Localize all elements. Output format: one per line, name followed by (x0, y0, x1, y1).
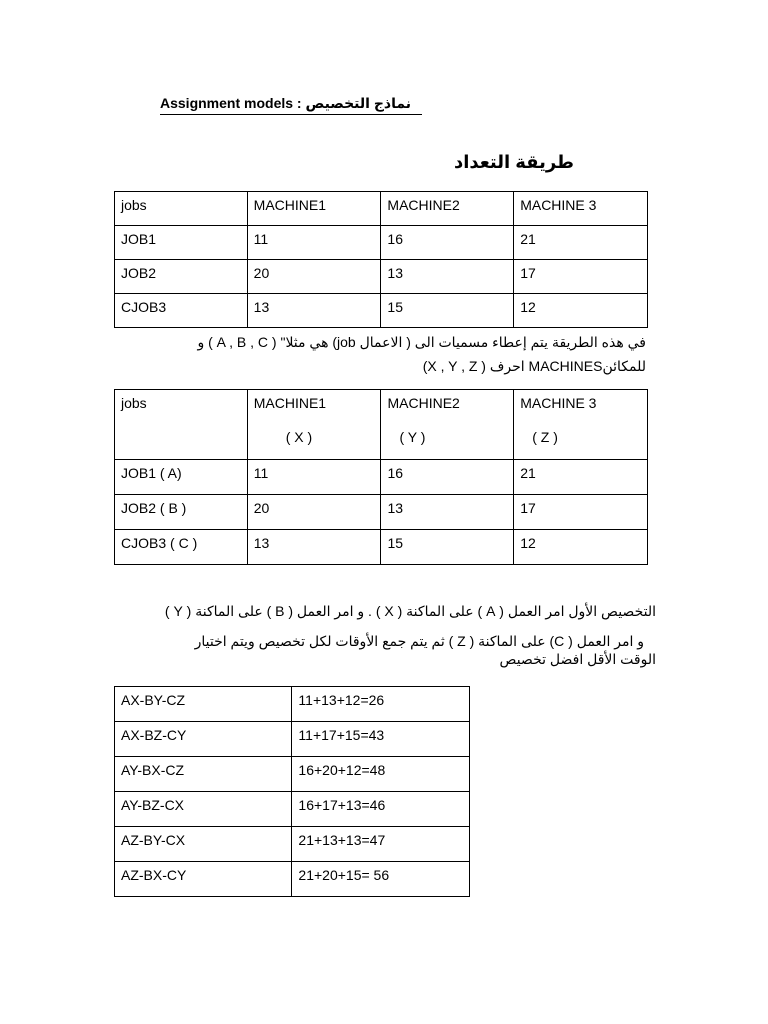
table-row (115, 792, 470, 827)
table-header-cell: MACHINE 3 ( Z ) (514, 390, 648, 460)
table-cell: 20 (247, 260, 381, 294)
table-header-cell: jobs (115, 390, 248, 460)
assignment-cell: AY-BZ-CX (115, 792, 292, 827)
table-row (115, 260, 648, 294)
table-row (115, 495, 648, 530)
table-row (115, 294, 648, 328)
total-cell: 11+13+12=26 (292, 687, 470, 722)
paragraph-line: للمكائنMACHINES احرف ( X , Y , Z) (422, 358, 646, 374)
explanation-paragraph-2 (165, 596, 656, 668)
assignment-cell: AZ-BX-CY (115, 862, 292, 897)
assignment-cell: AZ-BY-CX (115, 827, 292, 862)
table-cell: 15 (381, 530, 514, 565)
table-cell: JOB2 (115, 260, 248, 294)
table-row (115, 862, 470, 897)
total-cell: 21+13+13=47 (292, 827, 470, 862)
table-header-cell: MACHINE2 (381, 192, 514, 226)
table-cell: 17 (514, 495, 648, 530)
table-cell: 20 (247, 495, 381, 530)
table-header-cell: MACHINE1 (247, 192, 381, 226)
table-cell: 15 (381, 294, 514, 328)
table-cell: 11 (247, 226, 381, 260)
table-cell: JOB1 ( A) (115, 460, 248, 495)
paragraph-line: التخصيص الأول امر العمل ( A ) على الماكنة ( X ) . و امر العمل ( B ) على الماكنة ( Y ) (164, 603, 656, 619)
table-row (115, 827, 470, 862)
table-cell: CJOB3 (115, 294, 248, 328)
table-cell: 12 (514, 294, 648, 328)
table-cell: 16 (381, 226, 514, 260)
table-header-cell: MACHINE1 ( X ) (247, 390, 381, 460)
page-title (160, 94, 422, 115)
table-row (115, 530, 648, 565)
total-cell: 16+20+12=48 (292, 757, 470, 792)
paragraph-line: و امر العمل ( C) على الماكنة ( Z ) ثم يتم جمع الأوقات لكل تخصيص ويتم اختيار (194, 633, 644, 649)
table-cell: JOB2 ( B ) (115, 495, 248, 530)
total-cell: 11+17+15=43 (292, 722, 470, 757)
labeled-cost-table (114, 389, 648, 565)
table-header-cell: jobs (115, 192, 248, 226)
table-cell: 12 (514, 530, 648, 565)
table-cell: 13 (247, 294, 381, 328)
table-cell: CJOB3 ( C ) (115, 530, 248, 565)
table-cell: 21 (514, 460, 648, 495)
table-row (115, 687, 470, 722)
table-row (115, 722, 470, 757)
table-cell: 21 (514, 226, 648, 260)
assignment-totals-table (114, 686, 470, 897)
table-header-cell: MACHINE 3 (514, 192, 648, 226)
table-cell: JOB1 (115, 226, 248, 260)
paragraph-line: الوقت الأقل افضل تخصيص (499, 651, 656, 667)
method-heading: طريقة التعداد (453, 152, 574, 172)
machine-label: ( Y ) (399, 429, 426, 445)
table-header-row (115, 192, 648, 226)
table-row (115, 226, 648, 260)
table-cell: 16 (381, 460, 514, 495)
table-cell: 17 (514, 260, 648, 294)
total-cell: 21+20+15= 56 (292, 862, 470, 897)
table-cell: 11 (247, 460, 381, 495)
table-header-row (115, 390, 648, 460)
table-header-cell: MACHINE2 ( Y ) (381, 390, 514, 460)
table-row (115, 757, 470, 792)
assignment-cell: AX-BZ-CY (115, 722, 292, 757)
table-row (115, 460, 648, 495)
explanation-paragraph-1 (197, 330, 646, 378)
assignment-cell: AX-BY-CZ (115, 687, 292, 722)
table-cell: 13 (247, 530, 381, 565)
cost-table (114, 191, 648, 328)
machine-label: ( Z ) (532, 429, 558, 445)
title-arabic: نماذج التخصيص (305, 95, 412, 111)
table-cell: 13 (381, 495, 514, 530)
total-cell: 16+17+13=46 (292, 792, 470, 827)
assignment-cell: AY-BX-CZ (115, 757, 292, 792)
table-cell: 13 (381, 260, 514, 294)
machine-label: ( X ) (285, 429, 313, 445)
paragraph-line: في هذه الطريقة يتم إعطاء مسميات الى ( الاعمال job) هي مثلا" ( A , B , C ) و (197, 334, 646, 350)
title-english: Assignment models : (160, 95, 302, 111)
